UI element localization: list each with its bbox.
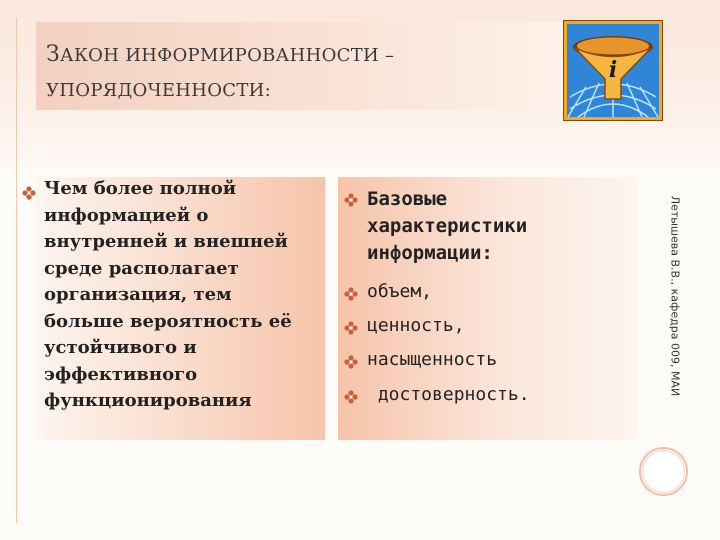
flower-bullet-icon xyxy=(344,193,358,207)
info-funnel-icon xyxy=(563,20,663,121)
heading-line: Базовые xyxy=(367,188,448,210)
list-item: достоверность. xyxy=(367,384,530,405)
author-caption xyxy=(663,190,687,402)
paragraph-line: информацией о xyxy=(44,204,209,226)
flower-bullet-icon xyxy=(344,390,358,404)
decorative-circle-inner xyxy=(642,450,685,493)
list-item: ценность, xyxy=(367,315,465,336)
page-title-line-2: УПОРЯДОЧЕННОСТИ: xyxy=(46,80,272,101)
paragraph-line: функционирования xyxy=(44,390,252,411)
paragraph-line: эффективного xyxy=(44,363,198,385)
characteristics-heading xyxy=(367,186,527,267)
flower-bullet-icon xyxy=(344,321,358,335)
heading-line: информации: xyxy=(367,242,493,264)
page-title-line-1 xyxy=(46,42,394,67)
svg-text:i: i xyxy=(608,57,618,83)
flower-bullet-icon xyxy=(22,186,36,200)
author-caption-text: Летышева В.В., кафедра 009, МАИ xyxy=(668,195,682,397)
paragraph-line: организация, тем xyxy=(44,284,232,305)
paragraph-line: внутренней и внешней xyxy=(44,231,288,252)
title-line-1-text: АКОН ИНФОРМИРОВАННОСТИ – xyxy=(60,45,395,66)
flower-bullet-icon xyxy=(344,287,358,301)
list-item: насыщенность xyxy=(367,349,498,370)
paragraph-line: устойчивого и xyxy=(44,337,197,358)
paragraph-line: больше вероятность её xyxy=(44,310,292,332)
title-initial: З xyxy=(46,42,61,67)
paragraph-line: среде располагает xyxy=(44,257,239,279)
paragraph-line: Чем более полной xyxy=(44,178,237,199)
flower-bullet-icon xyxy=(344,355,358,369)
list-item: объем, xyxy=(367,281,433,302)
heading-line: характеристики xyxy=(367,215,528,237)
left-divider xyxy=(16,18,17,523)
left-paragraph xyxy=(44,176,329,415)
